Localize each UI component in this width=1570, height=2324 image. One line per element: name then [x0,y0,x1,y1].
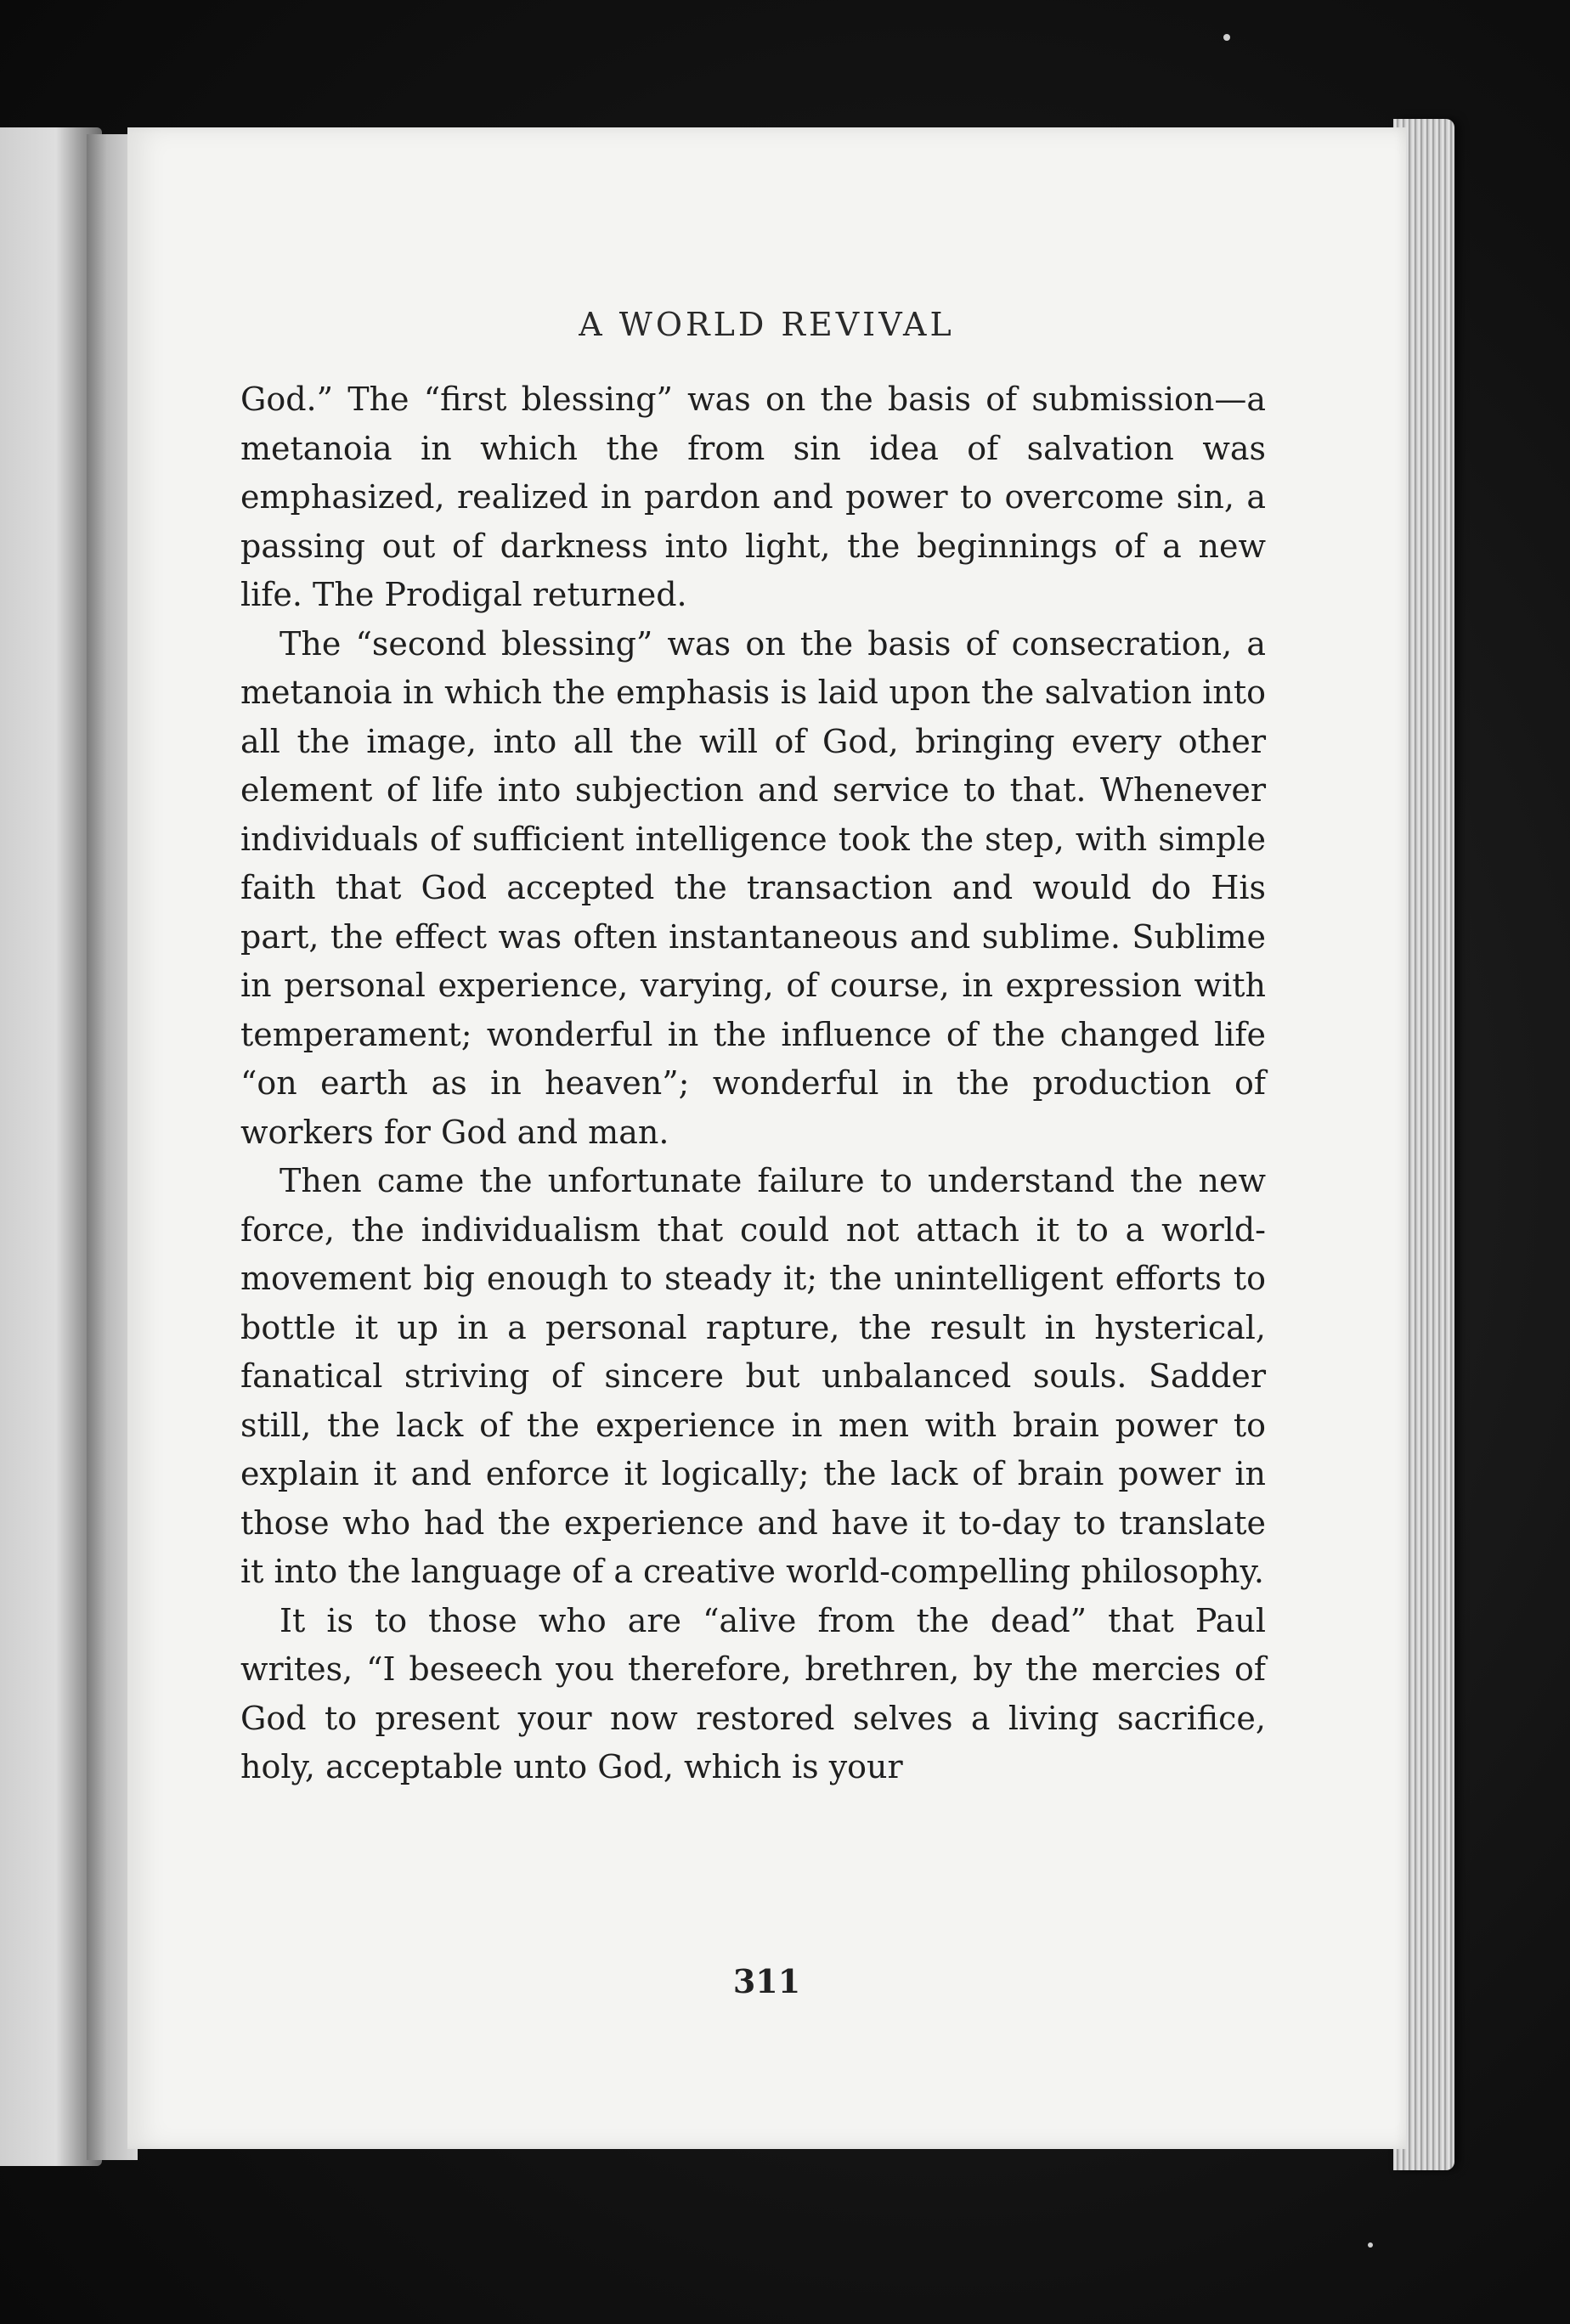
book-page [127,127,1406,2149]
body-text [240,375,1266,1792]
paragraph-4: It is to those who are “alive from the dead” that Paul writes, “I beseech you therefore, brethren, by the mercies of God to present your now restored selves a living sacrifice, holy, acceptable unto God, which is your [240,1601,1266,1785]
dust-speck [1368,2242,1373,2248]
paragraph-1: God.” The “first blessing” was on the basis of submission—a metanoia in which the from sin idea of salvation was emphasized, realized in pardon and power to overcome sin, a passing out of darkness into light, the beginnings of a new life. The Prodigal returned. [240,381,1266,613]
paragraph-3: Then came the unfortunate failure to understand the new force, the individualism that could not attach it to a world-movement big enough to steady it; the unintelligent efforts to bottle it up in a personal rapture, the result in hysterical, fanatical striving of sincere but unbalanced souls. Sadder still, the lack of the experience in men with brain power to explain it and enforce it logically; the lack of brain power in those who had the experience and have it to-day to translate it into the language of a creative world-compelling philosophy. [240,1162,1266,1590]
page-number: 311 [732,1962,801,2000]
paragraph-2: The “second blessing” was on the basis of consecration, a metanoia in which the emphasis is laid upon the salvation into all the image, into all the will of God, bringing every other element of life into subjection and service to that. Whenever individuals of sufficient intelligence took the step, with simple faith that God accepted the transaction and would do His part, the effect was often instantaneous and sublime. Sublime in personal experience, varying, of course, in expression with temperament; wonderful in the influence of the changed life “on earth as in heaven”; wonderful in the production of workers for God and man. [240,624,1266,1151]
dust-speck [1223,34,1230,41]
running-head: A WORLD REVIVAL [579,306,955,343]
